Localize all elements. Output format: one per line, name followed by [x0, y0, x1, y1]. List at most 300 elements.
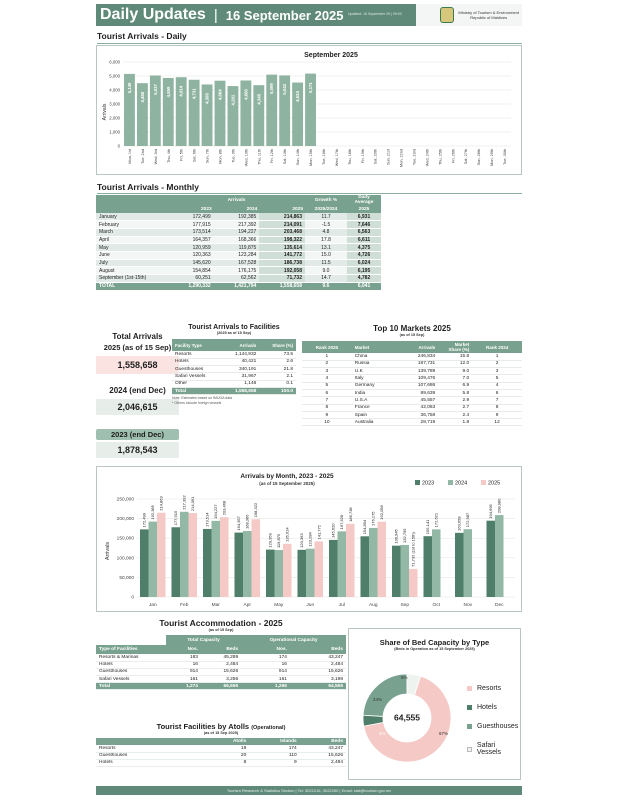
market-name: Germany [352, 382, 397, 389]
market-name: France [352, 404, 397, 411]
monthly-bar-2025 [252, 519, 261, 597]
islands-count: 110 [249, 752, 299, 759]
monthly-bar-label: 172,499 [141, 512, 147, 528]
arrivals-2023: 164,357 [168, 236, 214, 244]
rank-2025: 9 [302, 411, 352, 418]
donut-label-guesthouses: 24% [373, 697, 383, 702]
daily-y-tick: 4,000 [109, 87, 120, 93]
atolls-header: Atolls [206, 738, 249, 745]
daily-average: 4,782 [347, 275, 381, 283]
facility-share: 73.5 [259, 351, 296, 358]
rank-2025: 8 [302, 404, 352, 411]
market-share: 2.4 [438, 411, 472, 418]
monthly-bar-2024 [400, 545, 409, 597]
blank-subheader [96, 205, 168, 213]
accommodation-subtitle: (as of 15 Sep) [208, 628, 234, 632]
accommodation-table [96, 635, 346, 690]
monthly-bar-2025 [189, 513, 198, 597]
monthly-bar-label: 155,141 [425, 519, 431, 535]
market-arrivals: 89,639 [397, 389, 438, 396]
monthly-bar-2023 [140, 529, 149, 597]
donut-slice-guesthouses [363, 674, 407, 716]
facilities-total-arrivals: 1,558,658 [222, 387, 259, 394]
monthly-bar-label: 194,695 [488, 504, 494, 519]
total-nos: 183 [166, 654, 201, 661]
daily-x-tick: Tue, 9th [231, 149, 236, 163]
legend-swatch [467, 705, 472, 710]
accommodation-row [96, 654, 346, 661]
daily-average: 4,375 [347, 244, 381, 252]
monthly-row [96, 228, 381, 236]
facility-row [172, 373, 296, 380]
growth-pct: 4.8 [305, 228, 347, 236]
monthly-x-tick: Nov [463, 603, 473, 608]
monthly-section-title: Tourist Arrivals - Monthly [97, 182, 200, 192]
market-share: 2.7 [438, 404, 472, 411]
monthly-bar-label: 217,392 [181, 495, 187, 510]
monthly-total-row [96, 282, 381, 290]
blank-header [96, 635, 166, 645]
monthly-bar-2024 [180, 512, 189, 597]
month-name: February [96, 221, 168, 229]
facilities-arrivals-table [172, 339, 296, 395]
atolls-count: 20 [206, 752, 249, 759]
arrivals-2024: 176,175 [214, 267, 260, 275]
atolls-subtitle: (as of 15 Sep 2025) [203, 731, 239, 735]
monthly-y-tick: 50,000 [119, 575, 134, 581]
total-growth: 9.6 [305, 282, 347, 290]
month-name: September (1st-15th) [96, 275, 168, 283]
monthly-bar-label: 192,058 [379, 505, 385, 520]
growth-pct: 9.0 [305, 267, 347, 275]
monthly-bar-label: 194,227 [213, 504, 219, 519]
arrivals-2025: 198,322 [259, 236, 305, 244]
atolls-title: Tourist Facilities by Atolls [156, 722, 250, 731]
market-arrivals: 45,557 [397, 397, 438, 404]
daily-x-tick: Fri, 12th [270, 149, 275, 163]
arrivals-2023: 60,251 [168, 275, 214, 283]
rank-2024: 12 [472, 419, 522, 426]
daily-average: 6,931 [347, 213, 381, 221]
facility-share: 0.1 [259, 380, 296, 387]
atolls-row [96, 759, 346, 766]
arrivals-2024: 62,562 [214, 275, 260, 283]
growth-pct: 14.7 [305, 275, 347, 283]
market-row [302, 382, 522, 389]
footer-contact: Tourism Research & Statistics Section | Tel: 3022216, 3022250 | Email: stat@tourism.gov.mv [96, 786, 522, 795]
growth-pct: 11.7 [305, 213, 347, 221]
daily-x-tick: Tue, 16th [321, 149, 326, 165]
header-bar [96, 4, 522, 26]
accommodation-row [96, 668, 346, 675]
monthly-x-tick: Dec [494, 603, 504, 608]
monthly-chart-panel [96, 466, 522, 612]
facility-type: Guesthouses [172, 366, 222, 373]
daily-x-tick: Sun, 7th [205, 149, 210, 164]
daily-x-tick: Wed, 24th [425, 149, 430, 167]
market-arrivals: 42,063 [397, 404, 438, 411]
monthly-bar-label: 163,658 [456, 516, 462, 531]
rank-2025: 10 [302, 419, 352, 426]
monthly-legend-label: 2025 [488, 480, 501, 487]
monthly-bar-label: 132,795 [402, 528, 408, 543]
total-nos-header: Nos. [166, 645, 201, 654]
monthly-bar-2024 [369, 528, 378, 597]
monthly-x-tick: May [274, 603, 284, 608]
oper-beds-header: Beds [290, 645, 346, 654]
facility-share-header: Share (%) [259, 339, 296, 351]
facility-arrivals: 1,146 [222, 380, 259, 387]
growth-subheader: 2025/2024 [305, 205, 347, 213]
daily-section-title: Tourist Arrivals - Daily [97, 31, 187, 41]
daily-bar-label: 4,281 [230, 94, 236, 106]
rank-2024: 8 [472, 404, 522, 411]
daily-average: 6,563 [347, 228, 381, 236]
daily-bar-label: 5,171 [308, 82, 314, 93]
arrivals-2024: 123,284 [214, 251, 260, 259]
total-beds: 45,289 [201, 654, 241, 661]
arrivals-2025: 71,732 [259, 275, 305, 283]
total-nos: 914 [166, 668, 201, 675]
atolls-count: 8 [206, 759, 249, 766]
growth-pct: 11.5 [305, 259, 347, 267]
monthly-bar-label: 123,284 [307, 532, 313, 547]
daily-x-tick: Mon, 29th [490, 149, 495, 166]
total-arrivals-box [96, 332, 179, 458]
monthly-bar-2023 [203, 529, 212, 597]
market-name: Italy [352, 375, 397, 382]
facility-arrivals: 340,191 [222, 366, 259, 373]
accommodation-row [96, 661, 346, 668]
month-header-blank [96, 195, 168, 205]
daily-bar-label: 4,731 [191, 88, 197, 100]
facility-arrivals: 1,144,932 [222, 351, 259, 358]
arrivals-2025: 186,738 [259, 259, 305, 267]
arrivals-2024: 192,385 [214, 213, 260, 221]
daily-average: 6,195 [347, 267, 381, 275]
updated-note: Updated: 16 September 25 | 09:00 [346, 4, 416, 26]
facilities-total-label: Total [172, 387, 222, 394]
total-2023-value: 1,878,543 [96, 442, 179, 458]
rank-2025: 2 [302, 360, 352, 367]
rank-2025: 3 [302, 368, 352, 375]
daily-x-tick: Sat, 27th [464, 149, 469, 165]
monthly-row [96, 259, 381, 267]
daily-y-tick: 2,000 [109, 115, 120, 121]
legend-label: Safari Vessels [476, 742, 502, 756]
daily-x-tick: Mon, 22nd [399, 149, 404, 167]
monthly-bar-2024 [463, 529, 472, 597]
monthly-chart-subtitle: (as of 15 September 2025) [259, 481, 315, 486]
daily-x-tick: Sun, 21st [386, 149, 391, 166]
daily-average: 4,726 [347, 251, 381, 259]
legend-guesthouses [467, 723, 518, 730]
monthly-x-tick: Jun [306, 603, 315, 608]
daily-bar-label: 4,664 [217, 89, 223, 101]
market-share: 7.0 [438, 375, 472, 382]
total-nos: 16 [166, 661, 201, 668]
legend-safari [467, 742, 520, 756]
monthly-bar-label: 214,091 [190, 496, 196, 512]
facility-row [172, 380, 296, 387]
rank-2025: 4 [302, 375, 352, 382]
oper-nos: 174 [241, 654, 290, 661]
acc-total-label: Total [96, 683, 166, 690]
market-row [302, 360, 522, 367]
total-beds: 3,256 [201, 676, 241, 683]
monthly-row [96, 236, 381, 244]
arrivals-2023: 173,514 [168, 228, 214, 236]
monthly-arrivals-chart [97, 467, 521, 611]
accommodation-block [96, 618, 346, 690]
monthly-legend-swatch [481, 480, 486, 485]
arrivals-2025: 203,468 [259, 228, 305, 236]
daily-bar-label: 4,395 [204, 93, 210, 104]
monthly-x-tick: Jan [148, 603, 157, 608]
arrivals-2024: 167,528 [214, 259, 260, 267]
legend-resorts [467, 685, 501, 692]
daily-x-tick: Thu, 18th [347, 148, 352, 166]
facility-arrivals-header: Arrivals [222, 339, 259, 351]
market-name: Russia [352, 360, 397, 367]
market-row [302, 397, 522, 404]
arrivals-2023: 172,499 [168, 213, 214, 221]
legend-label: Guesthouses [477, 723, 519, 730]
market-arrivals: 246,834 [397, 353, 438, 360]
arrivals-group-header: Arrivals [168, 195, 305, 205]
daily-x-tick: Tue, 2nd [140, 149, 145, 164]
daily-x-tick: Sat, 13th [283, 149, 288, 165]
monthly-y-axis-label: Arrivals [105, 541, 111, 561]
monthly-bar-label: 119,875 [276, 533, 282, 549]
daily-bar-label: 4,534 [295, 91, 301, 102]
facilities-arrivals-subtitle: (2025 as of 15 Sep) [216, 331, 252, 335]
market-share: 15.8 [438, 353, 472, 360]
monthly-bar-2023 [329, 540, 338, 597]
monthly-bar-2023 [266, 550, 275, 597]
month-name: March [96, 228, 168, 236]
market-header: Market [352, 341, 397, 353]
arrivals-2024: 194,227 [214, 228, 260, 236]
monthly-bar-label: 154,854 [362, 519, 368, 535]
monthly-bar-label: 208,980 [496, 498, 502, 514]
facility-type: Guesthouses [96, 668, 166, 675]
oper-beds: 3,198 [290, 676, 346, 683]
monthly-bar-2025 [220, 517, 229, 597]
daily-x-tick: Fri, 19th [360, 149, 365, 163]
facility-type: Hotels [96, 759, 206, 766]
facility-type: Hotels [96, 661, 166, 668]
facility-type: Hotels [172, 358, 222, 365]
market-row [302, 368, 522, 375]
market-arrivals: 187,731 [397, 360, 438, 367]
donut-label-resorts: 67% [439, 731, 449, 736]
atolls-title-suffix: (Operational) [251, 725, 286, 731]
total-2024-label: 2024 (end Dec) [109, 386, 166, 395]
facility-row [172, 351, 296, 358]
monthly-bar-2024 [274, 550, 283, 597]
market-row [302, 375, 522, 382]
market-row [302, 389, 522, 396]
facility-type: Resorts [172, 351, 222, 358]
atolls-row [96, 752, 346, 759]
oper-nos: 161 [241, 676, 290, 683]
growth-pct: 15.0 [305, 251, 347, 259]
arrivals-2025: 214,863 [259, 213, 305, 221]
growth-pct: -1.5 [305, 221, 347, 229]
monthly-bar-label: 172,987 [465, 512, 471, 528]
daily-x-tick: Mon, 15th [309, 149, 314, 166]
monthly-table [96, 195, 381, 291]
page-title: Daily Updates [100, 6, 206, 23]
rank-2024: 5 [472, 375, 522, 382]
section-divider [97, 43, 522, 44]
islands-header: Islands [249, 738, 299, 745]
market-arrivals: 36,758 [397, 411, 438, 418]
month-name: June [96, 251, 168, 259]
monthly-bar-2024 [211, 521, 220, 597]
market-share: 5.8 [438, 389, 472, 396]
monthly-bar-label: 141,772 [316, 524, 322, 540]
top-markets-subtitle: (as of 15 Sep) [399, 333, 425, 337]
market-arrivals: 107,686 [397, 382, 438, 389]
monthly-row [96, 275, 381, 283]
facilities-note-1: Note: Estimates based on IMUGA data [172, 396, 233, 401]
monthly-row [96, 251, 381, 259]
monthly-bar-2023 [392, 546, 401, 597]
legend-swatch [467, 686, 472, 691]
market-share: 6.9 [438, 382, 472, 389]
monthly-legend-swatch [415, 480, 420, 485]
header-title-block [96, 4, 346, 26]
month-name: August [96, 267, 168, 275]
arrivals-2025: 192,058 [259, 267, 305, 275]
oper-beds: 43,247 [290, 654, 346, 661]
facility-type: Guesthouses [96, 752, 206, 759]
total-2024-value: 2,046,615 [96, 399, 179, 415]
total-daily: 6,041 [347, 282, 381, 290]
monthly-bar-2023 [297, 550, 306, 597]
monthly-row [96, 213, 381, 221]
monthly-bar-label: 164,357 [236, 516, 242, 531]
beds-count: 2,484 [300, 759, 346, 766]
acc-oper-nos: 1,265 [241, 683, 290, 690]
bed-share-panel [348, 628, 521, 780]
operational-capacity-header: Operational Capacity [241, 635, 346, 645]
rank-2025: 5 [302, 382, 352, 389]
acc-oper-beds: 64,555 [290, 683, 346, 690]
atolls-block [96, 722, 346, 767]
acc-total-nos: 1,274 [166, 683, 201, 690]
oper-beds: 15,626 [290, 668, 346, 675]
total-2025: 1,558,658 [259, 282, 305, 290]
daily-y-axis-label: Arrivals [102, 103, 108, 121]
daily-average: 6,611 [347, 236, 381, 244]
total-2025-label: 2025 (as of 15 Sep) [103, 343, 172, 352]
daily-bar-label: 4,914 [178, 85, 184, 97]
total-2025-value: 1,558,658 [96, 356, 179, 374]
header-date: 16 September 2025 [225, 7, 344, 23]
legend-hotels [467, 704, 497, 711]
daily-chart [97, 46, 521, 174]
rank-2025: 1 [302, 353, 352, 360]
monthly-bar-label: 130,945 [393, 529, 399, 544]
daily-bar-label: 5,149 [126, 82, 132, 94]
monthly-row [96, 244, 381, 252]
market-share: 1.8 [438, 419, 472, 426]
monthly-bar-2023 [423, 536, 432, 597]
monthly-x-tick: Sep [400, 603, 410, 608]
ministry-name: Ministry of Tourism & Environment [458, 9, 519, 15]
monthly-bar-label: 214,863 [158, 496, 164, 511]
accommodation-total-row [96, 683, 346, 690]
total-beds: 2,484 [201, 661, 241, 668]
daily-x-tick: Sun, 14th [296, 149, 301, 166]
daily-x-tick: Wed, 10th [244, 149, 249, 167]
monthly-bar-2024 [243, 531, 252, 597]
market-name: India [352, 389, 397, 396]
monthly-bar-2024 [148, 522, 157, 597]
monthly-bar-2024 [432, 529, 441, 597]
donut-label-hotels: 4% [379, 731, 386, 736]
monthly-bar-label: 192,385 [150, 505, 156, 520]
daily-chart-panel [96, 45, 522, 175]
rank-2025-header: Rank 2025 [302, 341, 352, 353]
facilities-total-share: 100.0 [259, 387, 296, 394]
year-2023-header: 2023 [168, 205, 214, 213]
accommodation-row [96, 676, 346, 683]
oper-beds: 2,484 [290, 661, 346, 668]
market-arrivals: 109,476 [397, 375, 438, 382]
facility-arrivals: 31,967 [222, 373, 259, 380]
monthly-bar-label: 145,620 [330, 523, 336, 538]
monthly-y-tick: 250,000 [116, 497, 134, 503]
daily-x-tick: Thu, 4th [166, 149, 171, 163]
month-name: January [96, 213, 168, 221]
monthly-bar-2023 [486, 521, 495, 597]
section-divider [97, 193, 522, 194]
top-markets-block [302, 324, 522, 426]
growth-pct: 13.1 [305, 244, 347, 252]
monthly-bar-2025 [378, 522, 387, 597]
daily-y-tick: 6,000 [109, 59, 120, 65]
market-share: 2.9 [438, 397, 472, 404]
daily-chart-title: September 2025 [304, 52, 358, 59]
daily-bar-label: 5,099 [269, 83, 275, 94]
monthly-y-tick: 150,000 [116, 536, 134, 542]
rank-2024: 2 [472, 360, 522, 367]
rank-2025: 6 [302, 389, 352, 396]
monthly-bar-2025 [409, 569, 418, 597]
monthly-bar-label: 198,322 [253, 502, 259, 518]
market-name: China [352, 353, 397, 360]
top-markets-title: Top 10 Markets 2025 [373, 324, 451, 333]
monthly-bar-2023 [455, 533, 464, 597]
daily-x-tick: Mon, 1st [127, 149, 132, 164]
monthly-legend-swatch [448, 480, 453, 485]
facility-arrivals: 40,421 [222, 358, 259, 365]
acc-total-beds: 66,655 [201, 683, 241, 690]
daily-bar-label: 5,043 [282, 84, 288, 95]
daily-subheader: 2025 [347, 205, 381, 213]
total-beds-header: Beds [201, 645, 241, 654]
monthly-bar-label: 173,514 [204, 512, 210, 527]
rank-2024: 1 [472, 353, 522, 360]
monthly-bar-label: 135,614 [284, 527, 290, 542]
daily-x-tick: Tue, 30th [503, 149, 508, 165]
monthly-legend-label: 2023 [422, 480, 435, 487]
monthly-bar-2025 [346, 524, 355, 597]
